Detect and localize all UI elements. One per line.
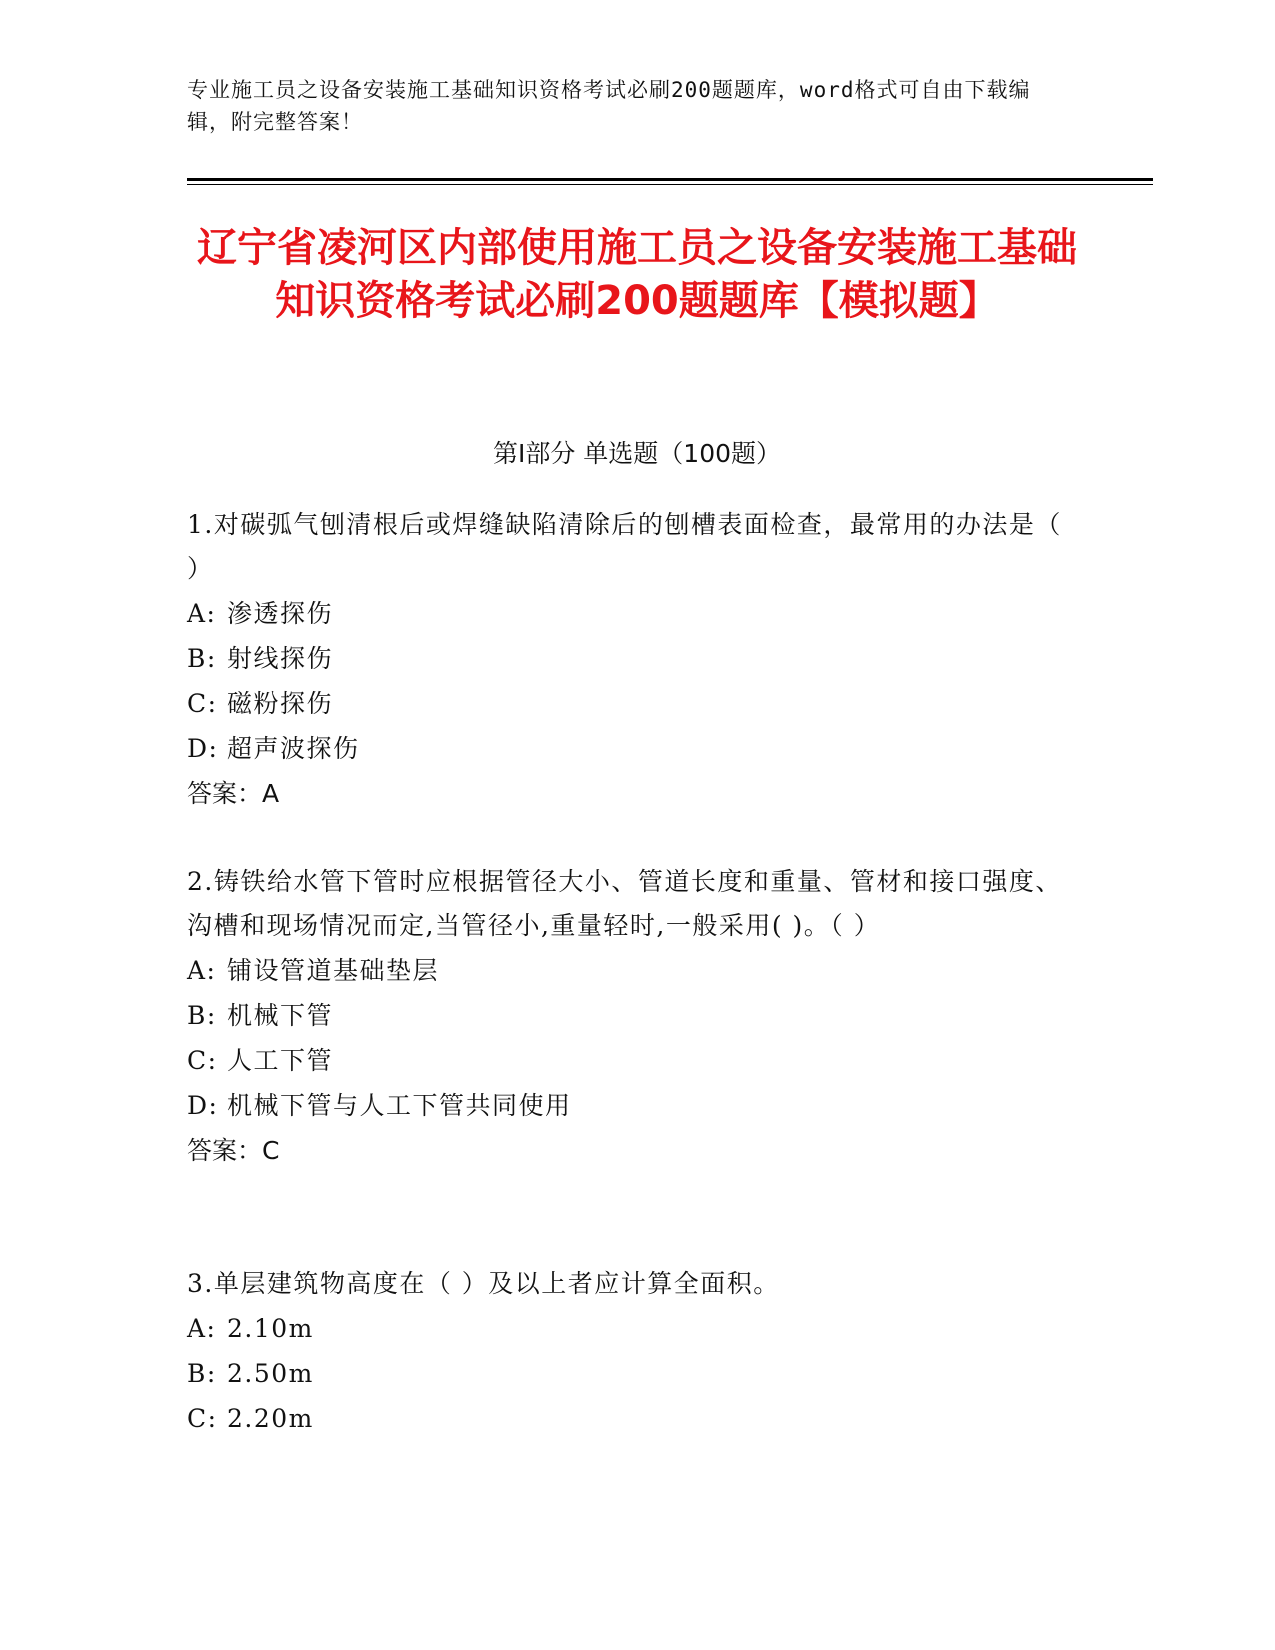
option-b [187,993,1067,1038]
section-title: 第I部分 单选题（100题） [492,439,782,468]
question-2 [187,860,1067,1174]
option-text: 超声波探伤 [227,734,360,763]
question-1 [187,503,1067,817]
option-text: 机械下管 [227,1001,334,1030]
option-text: 射线探伤 [227,644,334,673]
question-3 [187,1262,1067,1441]
option-key: B: [187,1001,217,1030]
option-text: 机械下管与人工下管共同使用 [227,1091,572,1120]
option-b [187,636,1067,681]
option-text: 铺设管道基础垫层 [227,956,440,985]
option-text: 人工下管 [227,1046,334,1075]
answer: 答案：C [187,1136,280,1165]
option-c [187,1396,1067,1441]
option-a [187,1306,1067,1351]
question-stem: 3.单层建筑物高度在（ ）及以上者应计算全面积。 [187,1269,780,1298]
option-b [187,1351,1067,1396]
option-d [187,1083,1067,1128]
option-key: A: [187,599,217,628]
option-key: C: [187,689,218,718]
answer: 答案：A [187,779,280,808]
option-key: C: [187,1404,218,1433]
option-key: D: [187,734,219,763]
option-key: D: [187,1091,219,1120]
question-stem: 1.对碳弧气刨清根后或焊缝缺陷清除后的刨槽表面检查，最常用的办法是（ ） [187,510,1062,583]
option-text: 2.10m [227,1314,314,1343]
option-key: B: [187,1359,217,1388]
document-title: 辽宁省凌河区内部使用施工员之设备安装施工基础知识资格考试必刷200题题库【模拟题】 [197,225,1077,324]
header-rule-thick [187,178,1153,181]
option-c [187,1038,1067,1083]
option-a [187,948,1067,993]
header-note: 专业施工员之设备安装施工基础知识资格考试必刷200题题库，word格式可自由下载编辑，附完整答案！ [187,78,1031,134]
option-key: A: [187,956,217,985]
option-text: 磁粉探伤 [227,689,334,718]
option-text: 2.50m [227,1359,314,1388]
option-d [187,726,1067,771]
option-key: B: [187,644,217,673]
option-key: A: [187,1314,217,1343]
option-c [187,681,1067,726]
question-stem: 2.铸铁给水管下管时应根据管径大小、管道长度和重量、管材和接口强度、沟槽和现场情况而定,当管径小,重量轻时,一般采用( )。（ ） [187,867,1062,940]
option-key: C: [187,1046,218,1075]
header-rule-thin [187,184,1153,185]
option-a [187,591,1067,636]
option-text: 2.20m [227,1404,314,1433]
option-text: 渗透探伤 [227,599,334,628]
